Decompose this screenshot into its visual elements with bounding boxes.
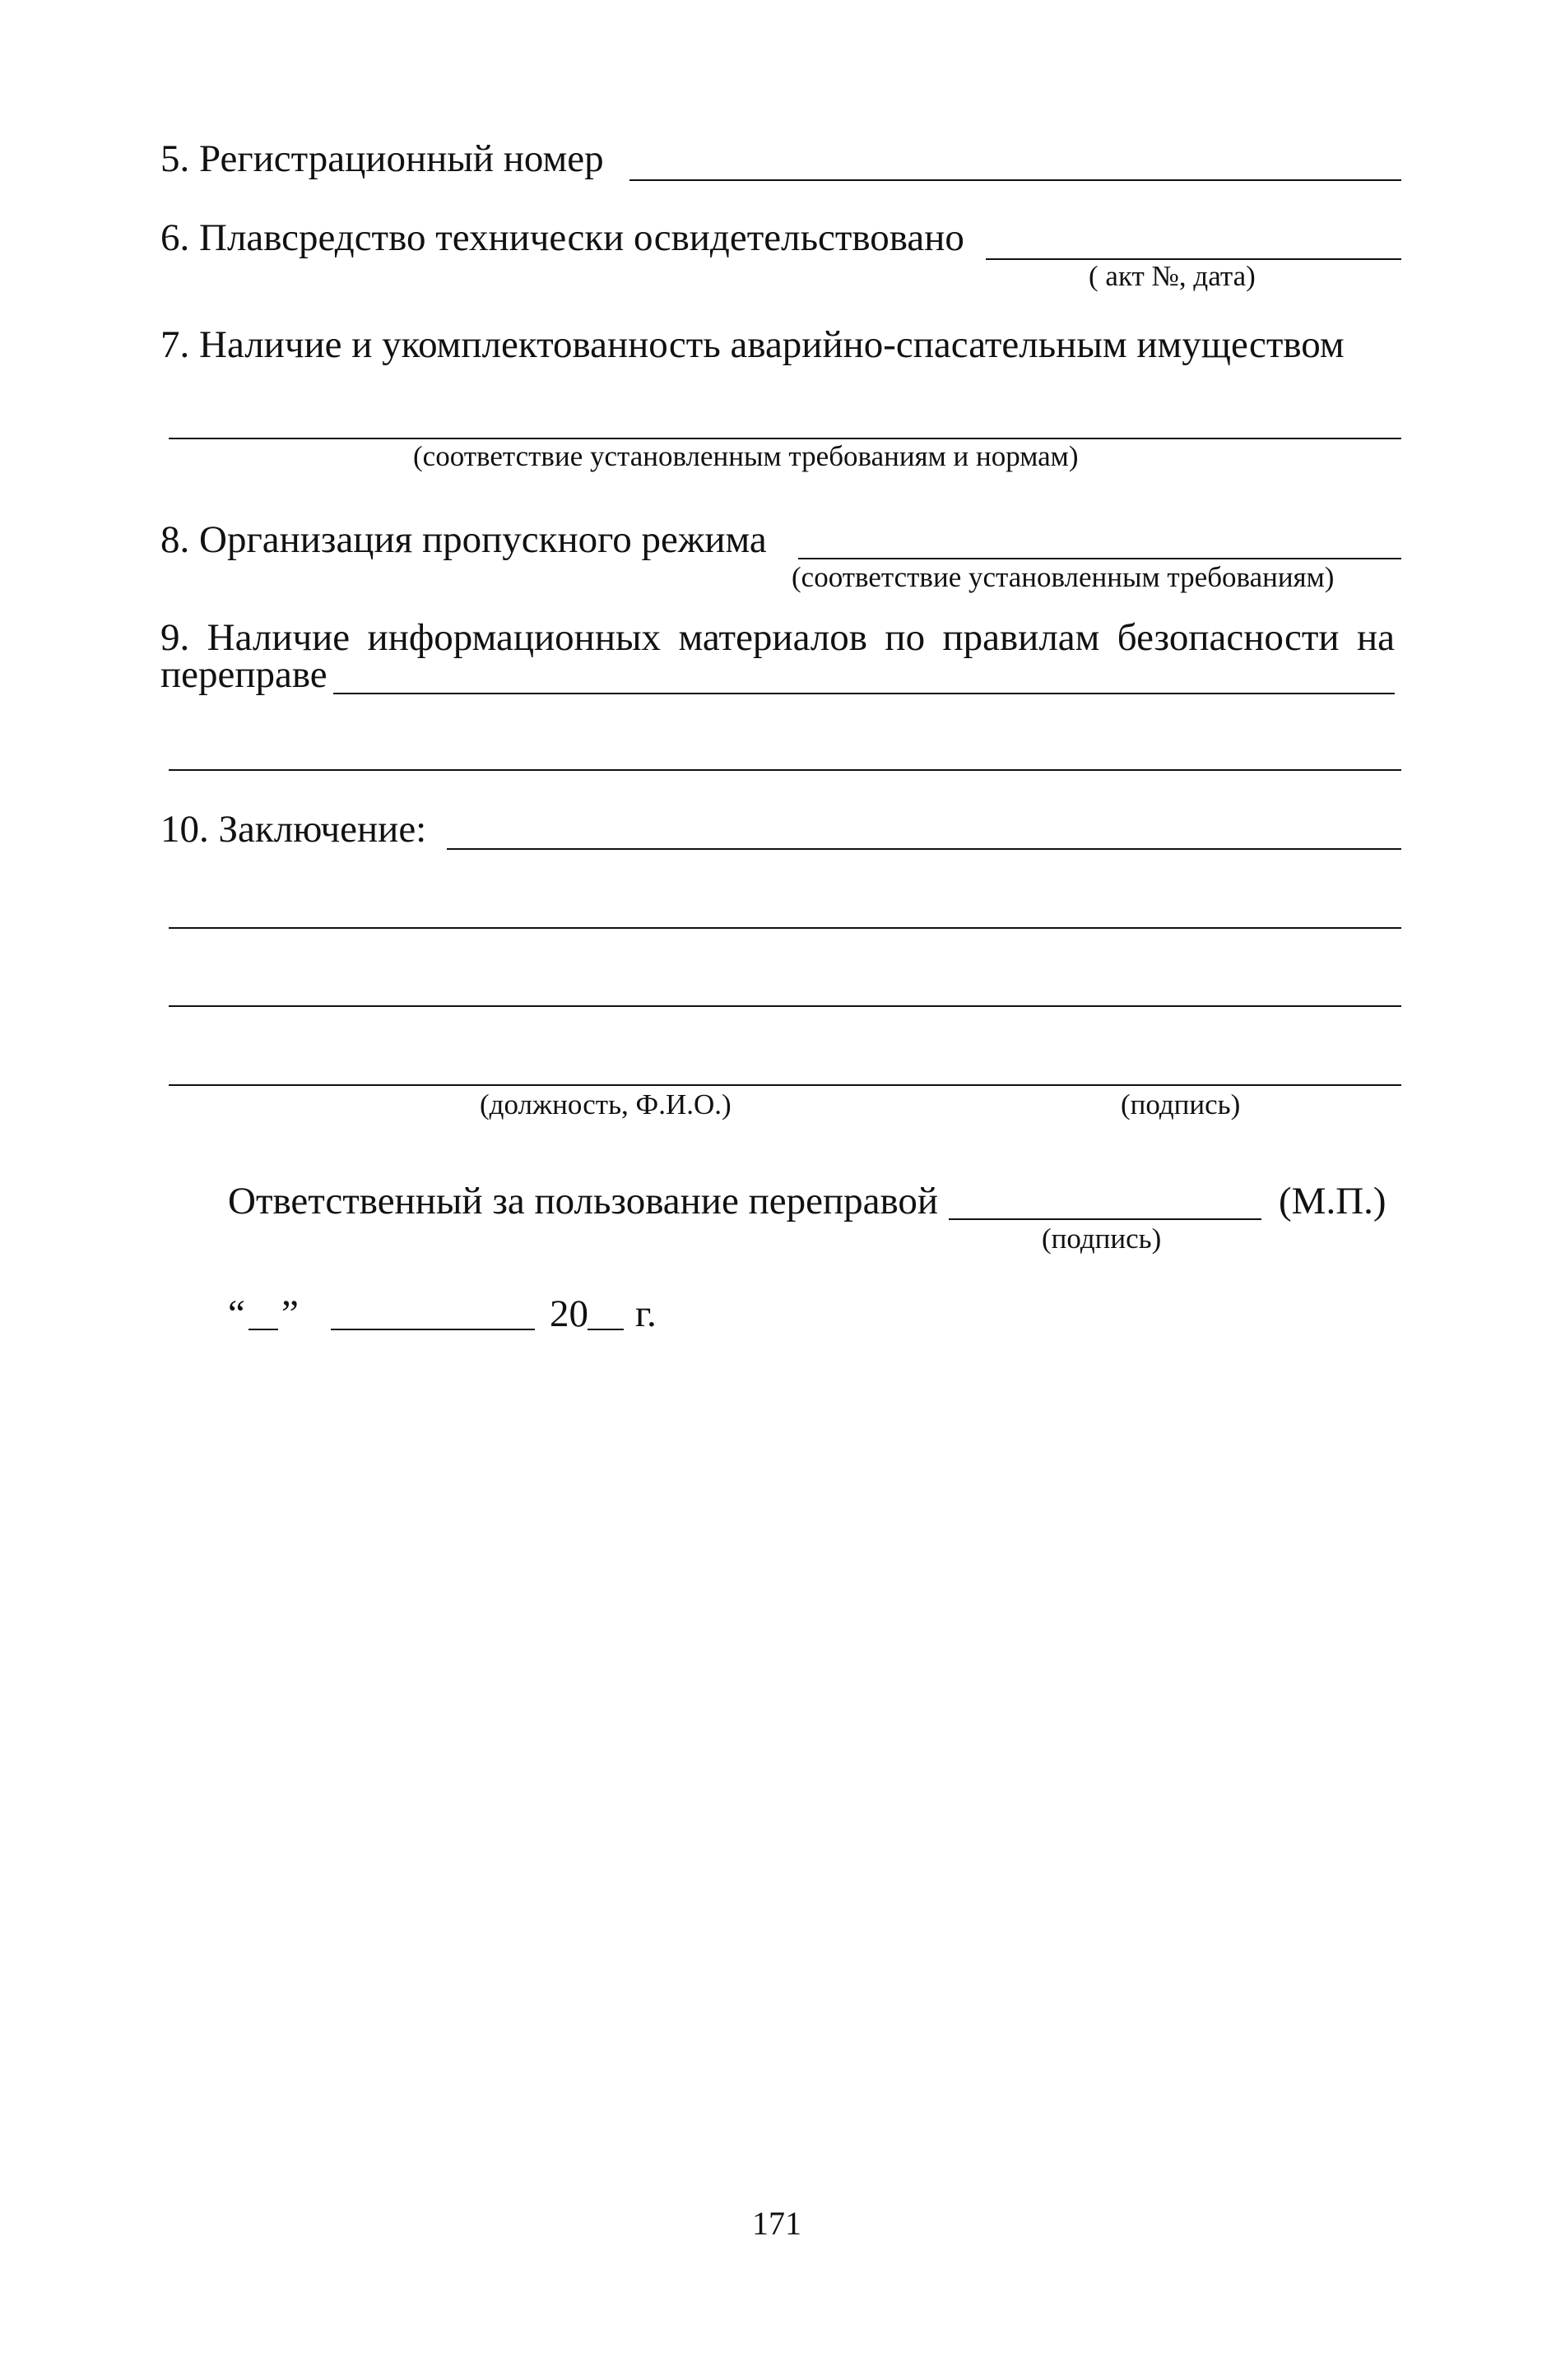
access-control-field[interactable] [798, 558, 1401, 559]
info-materials-field-extra[interactable] [169, 769, 1401, 771]
item-7-label: 7. Наличие и укомплектованность аварийно-спасательным имуществом [160, 323, 1345, 366]
date-open-quote: “ [228, 1292, 245, 1335]
info-materials-field[interactable] [333, 693, 1395, 694]
conclusion-field-line3[interactable] [169, 1005, 1401, 1007]
day-field[interactable] [248, 1329, 278, 1330]
stamp-label: (М.П.) [1279, 1180, 1386, 1222]
item-6-label: 6. Плавсредство технически освидетельствовано [160, 216, 964, 259]
page-number: 171 [752, 2205, 801, 2242]
date-close-quote: ” [281, 1292, 299, 1335]
responsible-signature-caption: (подпись) [1042, 1222, 1162, 1255]
responsible-signature-field[interactable] [949, 1218, 1261, 1220]
position-name-caption: (должность, Ф.И.О.) [480, 1088, 732, 1120]
year-field[interactable] [588, 1329, 624, 1330]
rescue-equipment-field[interactable] [169, 438, 1401, 439]
item-8-label: 8. Организация пропускного режима [160, 518, 767, 561]
item-9-label-line1: 9. Наличие информационных материалов по правилам безопасности на [160, 616, 1395, 659]
responsible-label: Ответственный за пользование переправой [228, 1180, 938, 1222]
item-5-label: 5. Регистрационный номер [160, 137, 604, 180]
registration-number-field[interactable] [629, 179, 1401, 181]
item-7-caption: (соответствие установленным требованиям и нормам) [413, 440, 1079, 472]
month-field[interactable] [331, 1329, 535, 1330]
signature-caption: (подпись) [1121, 1088, 1241, 1120]
signature-line[interactable] [169, 1084, 1401, 1086]
item-10-label: 10. Заключение: [160, 808, 427, 851]
conclusion-field[interactable] [447, 848, 1401, 850]
item-8-caption: (соответствие установленным требованиям) [792, 561, 1335, 593]
year-prefix: 20 [550, 1292, 588, 1335]
item-9-label-line2: переправе [160, 653, 327, 696]
year-suffix: г. [635, 1292, 657, 1335]
conclusion-field-line2[interactable] [169, 927, 1401, 929]
item-6-caption: ( акт №, дата) [1089, 260, 1256, 292]
